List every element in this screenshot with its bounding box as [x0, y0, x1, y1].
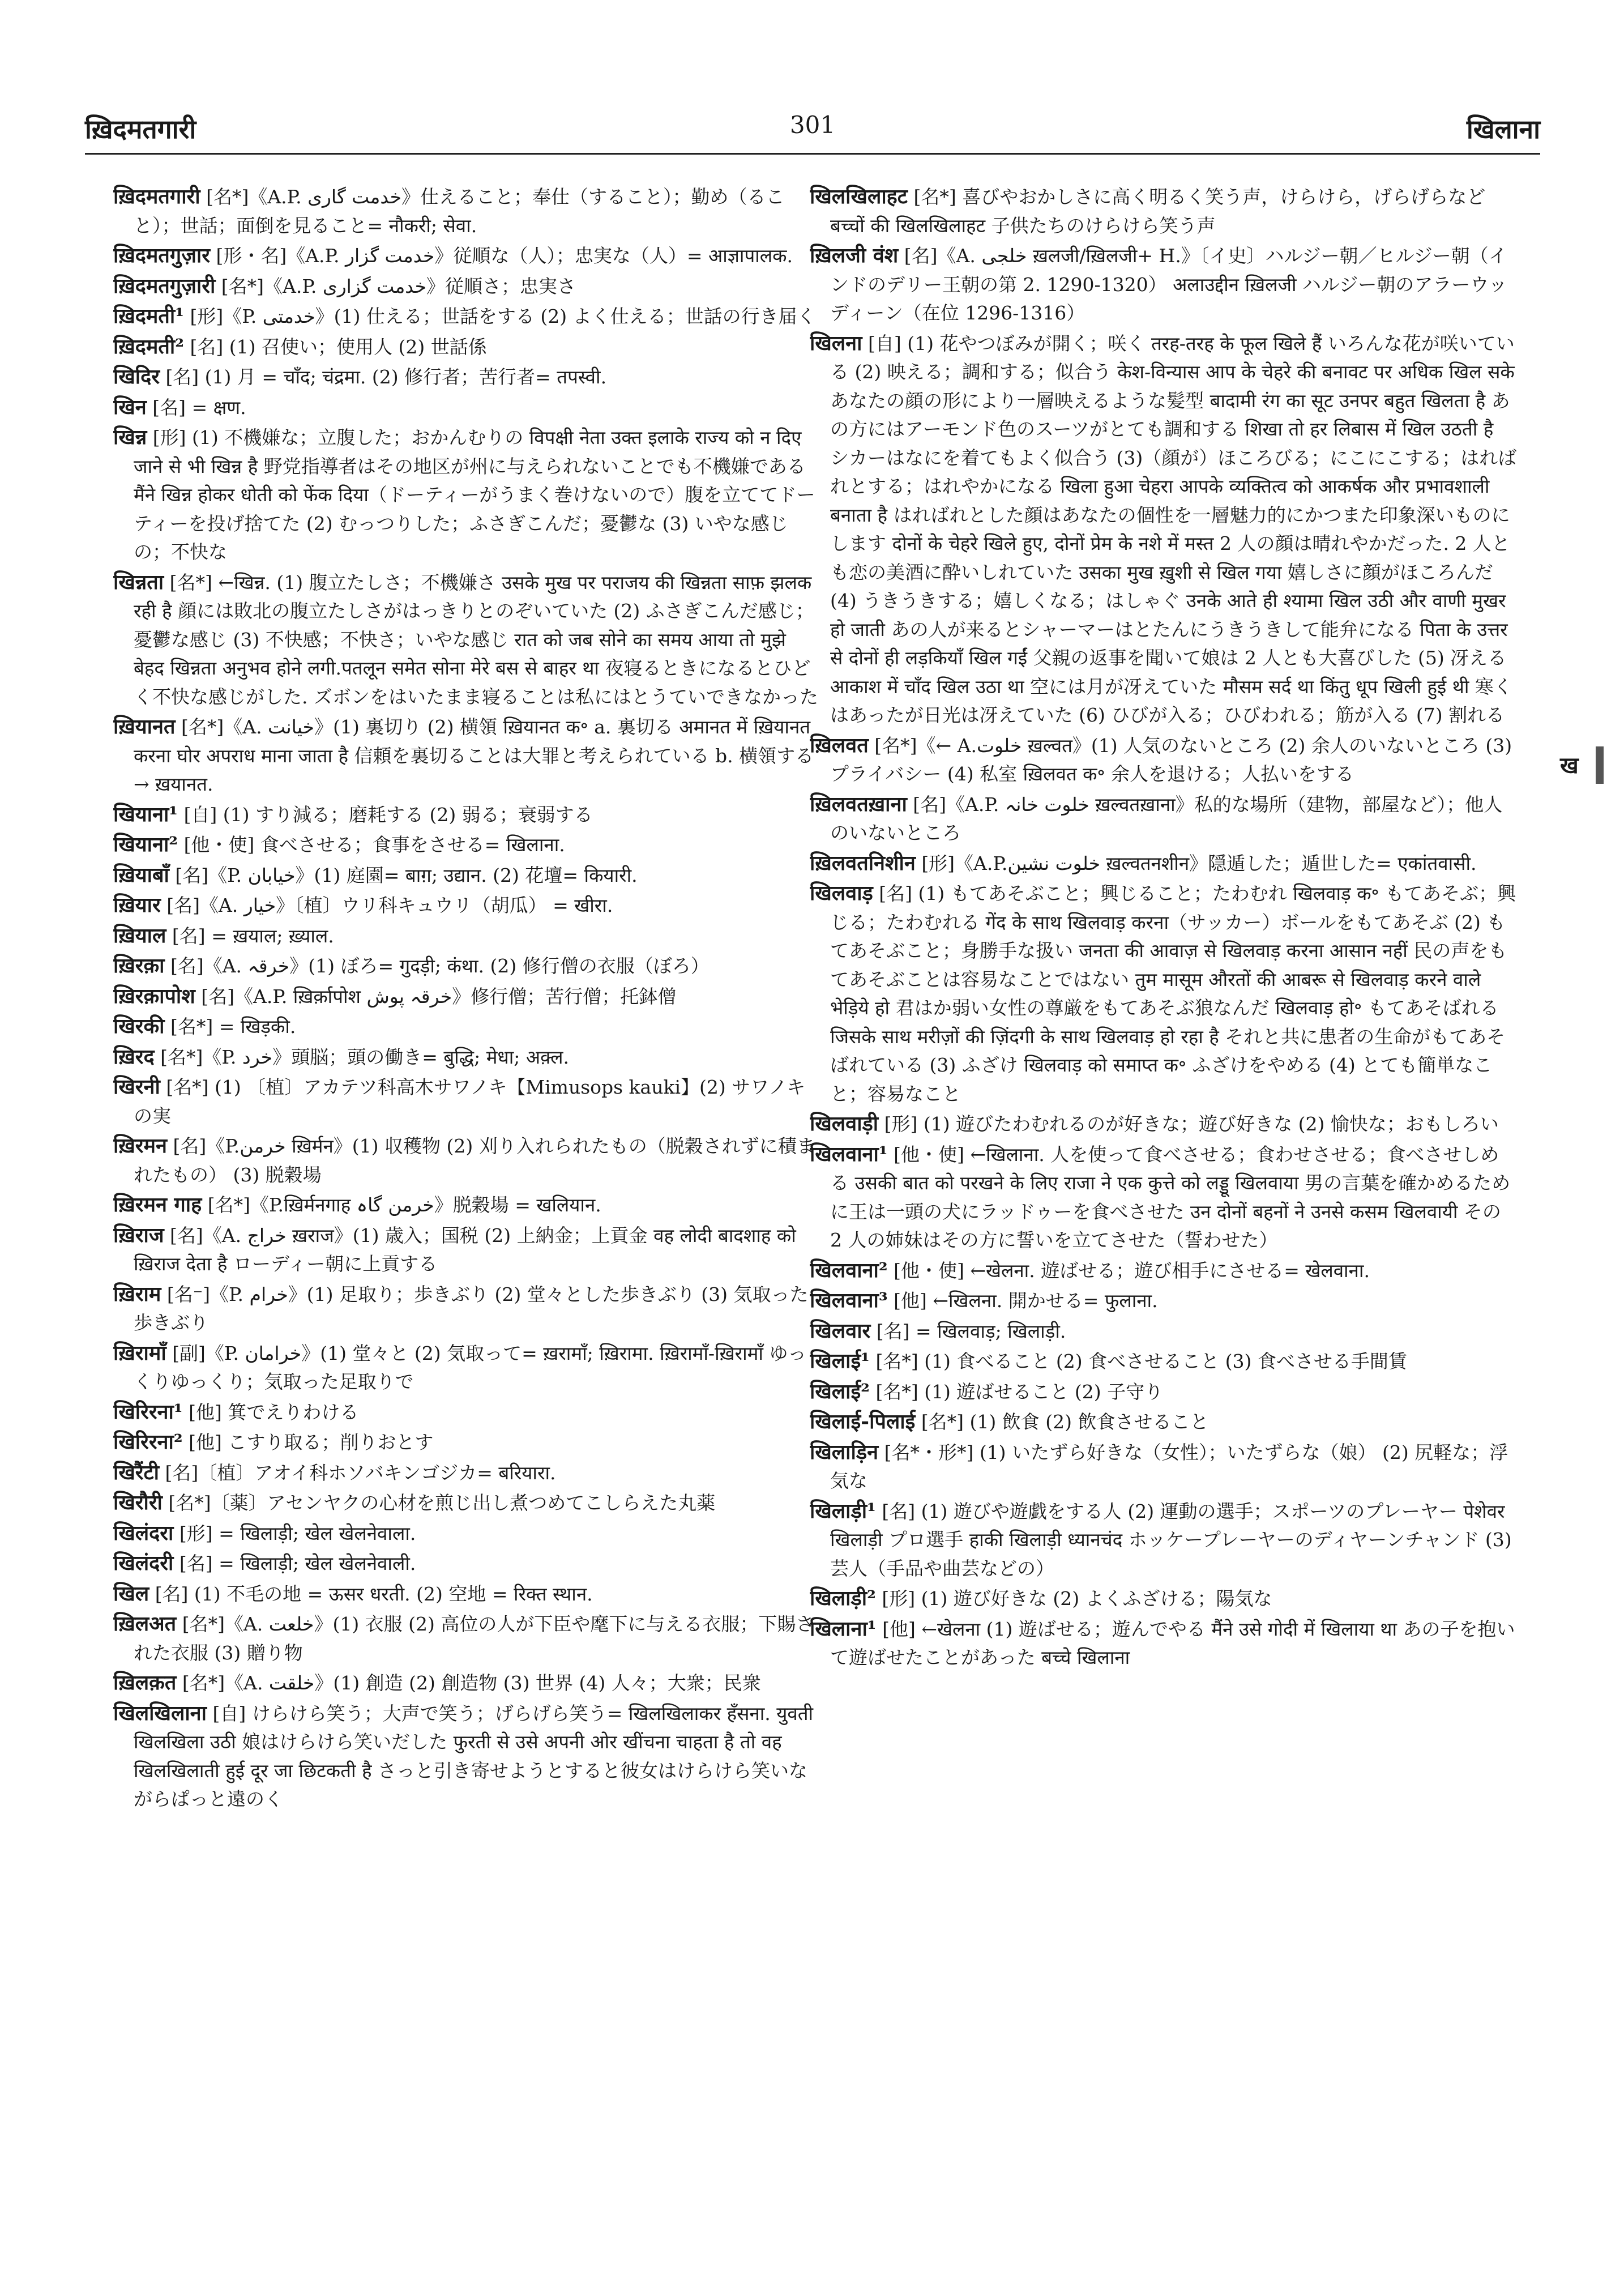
dictionary-entry	[113, 1458, 821, 1488]
dictionary-entry	[113, 1012, 821, 1042]
entry-definition: [名*]《A. خلقت》(1) 創造 (2) 創造物 (3) 世界 (4) 人々；大衆；民衆	[182, 1672, 761, 1694]
dictionary-entry	[810, 1317, 1518, 1346]
page-number: 301	[789, 111, 836, 139]
dictionary-entry	[113, 423, 821, 567]
entry-definition: [名] = खिलाड़ी; खेल खेलनेवाली.	[179, 1552, 416, 1574]
dictionary-entry	[113, 1549, 821, 1578]
entry-headword: खिलाई²	[810, 1379, 870, 1403]
entry-definition: [名*]《A. خلعت》(1) 衣服 (2) 高位の人が下臣や麾下に与える衣服；下賜された衣服 (3) 贈り物	[134, 1613, 815, 1664]
entry-headword: ख़िलअत	[113, 1612, 177, 1636]
dictionary-entry	[113, 1043, 821, 1072]
thumb-index-tab	[1596, 746, 1604, 784]
dictionary-entry	[113, 891, 821, 920]
dictionary-entry	[810, 329, 1518, 730]
dictionary-entry	[810, 1615, 1518, 1672]
entry-headword: ख़िदमतगारी	[113, 185, 200, 208]
dictionary-entry	[810, 241, 1518, 328]
header-rule	[85, 153, 1540, 155]
dictionary-entry	[810, 1407, 1518, 1437]
entry-headword: ख़िदमतगुज़ारी	[113, 274, 216, 298]
entry-headword: ख़िलक़त	[113, 1671, 177, 1695]
entry-definition: [名]《A.P. ख़िर्क़ापोश خرقہ پوش》修行僧；苦行僧；托鉢僧	[201, 985, 677, 1008]
entry-definition: [名]《A.P. خلوت خانہ ख़ल्वतख़ाना》私的な場所（建物，部屋など）；他人のいないところ	[830, 793, 1503, 844]
entry-definition: [形] (1) 遊び好きな (2) よくふざける；陽気な	[882, 1587, 1272, 1610]
entry-headword: खिलखिलाहट	[810, 185, 908, 208]
entry-headword: ख़िरमन गाह	[113, 1193, 202, 1217]
entry-headword: ख़ियाबाँ	[113, 863, 169, 887]
dictionary-entry	[810, 790, 1518, 848]
entry-headword: खिन्न	[113, 425, 147, 449]
dictionary-entry	[810, 1497, 1518, 1584]
entry-headword: ख़िरामाँ	[113, 1341, 166, 1365]
entry-headword: खिलवाड़ी	[810, 1112, 879, 1136]
entry-headword: खिलवाना²	[810, 1258, 888, 1282]
entry-definition: [名*] (1) 〔植〕アカテツ科高木サワノキ【Mimusops kauki】(2) サワノキの実	[134, 1076, 805, 1127]
entry-headword: खिन	[113, 395, 147, 419]
dictionary-entry	[113, 1580, 821, 1609]
dictionary-entry	[113, 1699, 821, 1814]
entry-headword: ख़ियार	[113, 893, 161, 917]
entry-headword: खिलवाना³	[810, 1288, 888, 1312]
dictionary-entry	[113, 1221, 821, 1279]
entry-headword: खिल	[113, 1581, 149, 1606]
entry-definition: [名] (1) 不毛の地 = ऊसर धरती. (2) 空地 = रिक्त स्थान.	[155, 1582, 593, 1605]
dictionary-entry	[113, 830, 821, 860]
dictionary-entry	[113, 1668, 821, 1698]
entry-definition: [自] (1) 花やつぼみが開く；咲く तरह-तरह के फूल खिले हैं いろんな花が咲いている (2) 映える；調和する；似合う केश-विन्यास आप के चेहरे की बनावट पर अधिक खिल सके あなたの顔の形により一層映えるような髪型 बादामी रंग का सूट उनपर बहुत खिलता है あの方にはアーモンド色のスーツがとても調和する शिखा तो हर लिबास में खिल उठती है シカーはなにを着てもよく似合う (3)（顔が）ほころびる；にこにこする；はればれとする；はれやかになる खिला हुआ चेहरा आपके व्यक्तित्व को आकर्षक और प्रभावशाली बनाता है はればれとした顔はあなたの個性を一層魅力的にかつまた印象深いものにします दोनों के चेहरे खिले हुए, दोनों प्रेम के नशे में मस्त 2 人の顔は晴れやかだった. 2 人とも恋の美酒に酔いしれていた उसका मुख ख़ुशी से खिल गया 嬉しさに顔がほころんだ (4) うきうきする；嬉しくなる；はしゃぐ उनके आते ही श्यामा खिल उठी और वाणी मुखर हो जाती あの人が来るとシャーマーはとたんにうきうきして能弁になる पिता के उत्तर से दोनों ही लड़कियाँ खिल गईं 父親の返事を聞いて娘は 2 人とも大喜びした (5) 冴える आकाश में चाँद खिल उठा था 空には月が冴えていた मौसम सर्द था किंतु धूप खिली हुई थी 寒くはあったが日光は冴えていた (6) ひびが入る；ひびわれる；筋が入る (7) 割れる	[830, 332, 1517, 726]
entry-definition: [形] (1) 遊びたわむれるのが好きな；遊び好きな (2) 愉快な；おもしろい	[884, 1113, 1499, 1135]
entry-definition: [名*] 喜びやおかしさに高く明るく笑う声，けらけら，げらげらなど बच्चों की खिलखिलाहट 子供たちのけらけら笑う声	[830, 186, 1486, 237]
entry-definition: [名] = खिलवाड़; खिलाड़ी.	[876, 1320, 1066, 1342]
entry-definition: [名*]《← A.خلوت ख़ल्वत》(1) 人気のないところ (2) 余人のいないところ (3) プライバシー (4) 私室 ख़िलवत क॰ 余人を退ける；人払いをする	[830, 734, 1512, 785]
dictionary-entry	[810, 1109, 1518, 1139]
dictionary-entry	[810, 1377, 1518, 1407]
entry-headword: खिरैंटी	[113, 1460, 159, 1484]
dictionary-entry	[113, 393, 821, 422]
entry-definition: [他] ←खेलना (1) 遊ばせる；遊んでやる मैंने उसे गोदी में खिलाया था あの子を抱いて遊ばせたことがあった बच्चे खिलाना	[830, 1617, 1515, 1668]
dictionary-entry	[113, 1398, 821, 1427]
dictionary-entry	[810, 879, 1518, 1108]
dictionary-entry	[113, 1519, 821, 1548]
entry-definition: [他・使] ←खेलना. 遊ばせる；遊び相手にさせる= खेलवाना.	[894, 1259, 1370, 1282]
entry-headword: ख़िलवतनिशीन	[810, 851, 916, 875]
entry-definition: [名]《P.خرمن ख़िर्मन》(1) 収穫物 (2) 刈り入れられたもの（脱穀されずに積まれたもの） (3) 脱穀場	[134, 1135, 815, 1186]
entry-definition: [形]《P. خدمتی》(1) 仕える；世話をする (2) よく仕える；世話の行き届く	[190, 305, 816, 327]
entry-headword: खिलवाड़	[810, 881, 873, 905]
entry-definition: [名*] (1) 食べること (2) 食べさせること (3) 食べさせる手間賃	[875, 1350, 1407, 1372]
entry-headword: खिदिर	[113, 365, 160, 389]
entry-definition: [名] (1) 月 = चाँद; चंद्रमा. (2) 修行者；苦行者= तपस्वी.	[165, 366, 607, 388]
entry-headword: ख़िदमती²	[113, 334, 185, 358]
dictionary-entry	[810, 731, 1518, 789]
dictionary-entry	[810, 182, 1518, 240]
entry-headword: ख़िलवत	[810, 733, 869, 757]
entry-headword: खिलाड़िन	[810, 1440, 879, 1464]
entry-headword: ख़िरक़ापोश	[113, 984, 195, 1008]
dictionary-entry	[113, 800, 821, 830]
entry-headword: खिरकी	[113, 1014, 165, 1038]
dictionary-entry	[113, 1132, 821, 1189]
dictionary-entry	[113, 1488, 821, 1518]
dictionary-entry	[113, 272, 821, 301]
entry-definition: [自] けらけら笑う；大声で笑う；げらげら笑う= खिलखिलाकर हँसना. युवती खिलखिला उठी 娘はけらけら笑いだした फुरती से उसे अपनी ओर खींचना चाहता है तो वह खिलखिलाती हुई दूर जा छिटकती है さっと引き寄せようとすると彼女はけらけら笑いながらぱっと遠のく	[134, 1702, 814, 1810]
entry-headword: खियाना¹	[113, 802, 178, 826]
entry-headword: खिलाना¹	[810, 1616, 877, 1641]
dictionary-entry	[113, 1280, 821, 1338]
entry-definition: [名] (1) もてあそぶこと；興じること；たわむれ खिलवाड़ क॰ もてあそぶ；興じる；たわむれる गेंद के साथ खिलवाड़ करना（サッカー）ボールをもてあそぶ (2) もてあそぶこと；身勝手な扱い जनता की आवाज़ से खिलवाड़ करना आसान नहीं 民の声をもてあそぶことは容易なことではない तुम मासूम औरतों की आबरू से खिलवाड़ करने वाले भेड़िये हो 君はか弱い女性の尊厳をもてあそぶ狼なんだ खिलवाड़ हो॰ もてあそばれる जिसके साथ मरीज़ों की ज़िंदगी के साथ खिलवाड़ हो रहा है それと共に患者の生命がもてあそばれている (3) ふざけ खिलवाड़ को समाप्त क॰ ふざけをやめる (4) とても簡単なこと；容易なこと	[830, 882, 1516, 1105]
entry-definition: [名*] ←खिन्न. (1) 腹立たしさ；不機嫌さ उसके मुख पर पराजय की खिन्नता साफ़ झलक रही है 顔には敗北の腹立たしさがはっきりとのぞいていた (2) ふさぎこんだ感じ；憂鬱な感じ (3) 不快感；不快さ；いやな感じ रात को जब सोने का समय आया तो मुझे बेहद खिन्नता अनुभव होने लगी.पतलून समेत सोना मेरे बस से बाहर था 夜寝るときになるとひどく不快な感じがした. ズボンをはいたまま寝ることは私にはとうていできなかった	[134, 571, 818, 708]
entry-definition: [名] (1) 遊びや遊戯をする人 (2) 運動の選手；スポーツのプレーヤー पेशेवर खिलाड़ी プロ選手 हाकी खिलाड़ी ध्यानचंद ホッケープレーヤーのディヤーンチャンド (3) 芸人（手品や曲芸などの）	[830, 1500, 1512, 1580]
entry-headword: खिलखिलाना	[113, 1701, 207, 1725]
dictionary-entry	[113, 951, 821, 981]
entry-headword: खिलाई¹	[810, 1349, 870, 1373]
entry-definition: [自] (1) すり減る；磨耗する (2) 弱る；衰弱する	[183, 803, 593, 826]
entry-headword: ख़िलवतख़ाना	[810, 792, 907, 816]
entry-definition: [名]《A. خراج ख़राज》(1) 歳入；国税 (2) 上納金；上貢金 वह लोदी बादशाह को ख़िराज देता है ローディー朝に上貢する	[134, 1224, 796, 1275]
entry-headword: खिलाई-पिलाई	[810, 1410, 916, 1433]
entry-definition: [名] = ख़याल; ख़्याल.	[172, 924, 334, 947]
entry-headword: ख़िदमतगुज़ार	[113, 244, 210, 267]
entry-definition: [形] = खिलाड़ी; खेल खेलनेवाला.	[179, 1522, 416, 1544]
entry-headword: ख़िराम	[113, 1282, 161, 1306]
entry-definition: [形・名]《A.P. خدمت گزار》従順な（人）；忠実な（人）= आज्ञापालक.	[216, 245, 793, 267]
left-column	[113, 182, 821, 2233]
dictionary-entry	[810, 849, 1518, 878]
entry-definition: [他] ←खिलना. 開かせる= फुलाना.	[894, 1290, 1158, 1312]
dictionary-entry	[810, 1584, 1518, 1614]
dictionary-entry	[113, 568, 821, 712]
dictionary-entry	[113, 302, 821, 331]
entry-definition: [名*]《P. خرد》頭脳；頭の働き= बुद्धि; मेधा; अक़्ल.	[160, 1045, 569, 1068]
entry-headword: खिन्नता	[113, 570, 164, 594]
dictionary-entry	[113, 1610, 821, 1667]
entry-headword: खिलाड़ी¹	[810, 1499, 876, 1523]
entry-definition: [名*] (1) 遊ばせること (2) 子守り	[875, 1380, 1164, 1403]
entry-headword: ख़िराज	[113, 1223, 164, 1247]
entry-definition: [他・使] ←खिलाना. 人を使って食べさせる；食わせさせる；食べさせしめる उसकी बात को परखने के लिए राजा ने एक कुत्ते को लड्डू खिलवाया 男の言葉を確かめるために王は一頭の犬にラッドゥーを食べさせた उन दोनों बहनों ने उनसे कसम खिलवायी その 2 人の姉妹はその方に誓いを立てさせた（誓わせた）	[830, 1143, 1511, 1251]
entry-headword: ख़िरमन	[113, 1134, 168, 1158]
dictionary-entry	[113, 982, 821, 1011]
dictionary-entry	[810, 1347, 1518, 1376]
dictionary-entry	[113, 241, 821, 271]
entry-definition: [名]《A. خلجی ख़लजी/ख़िलजी+ H.》〔イ史〕ハルジー朝／ヒルジー朝（インドのデリー王朝の第 2. 1290-1320） अलाउद्दीन ख़िलजी ハルジー朝のアラーウッディーン（在位 1296-1316）	[830, 245, 1507, 324]
entry-definition: [名*]《P.ख़िर्मनगाह خرمن گاہ》脱穀場 = खलियान.	[207, 1194, 601, 1216]
entry-headword: खिलवाना¹	[810, 1142, 888, 1166]
entry-headword: ख़ियाल	[113, 923, 166, 947]
entry-headword: ख़ियानत	[113, 715, 176, 739]
entry-headword: ख़िरक़ा	[113, 954, 165, 978]
entry-definition: [副]《P. خرامان》(1) 堂々と (2) 気取って= ख़रामाँ; ख़िरामा. ख़िरामाँ-ख़िरामाँ ゆっくりゆっくり；気取った足取りで	[134, 1342, 807, 1393]
entry-definition: [他] 箕でえりわける	[189, 1401, 359, 1423]
right-guide-word: खिलाना	[1466, 114, 1540, 144]
entry-definition: [名]《A. خیار》〔植〕ウリ科キュウリ（胡瓜） = खीरा.	[166, 894, 613, 916]
entry-headword: ख़िलजी वंश	[810, 244, 899, 267]
entry-headword: खियाना²	[113, 833, 178, 856]
left-guide-word: ख़िदमतगारी	[85, 114, 196, 144]
dictionary-entry	[810, 1140, 1518, 1255]
entry-definition: [名*] (1) 飲食 (2) 飲食させること	[921, 1411, 1209, 1433]
entry-definition: [形]《A.P.خلوت نشین ख़ल्वतनशीन》隠遁した；遁世した= एकांतवासी.	[921, 852, 1477, 874]
dictionary-entry	[113, 861, 821, 890]
entry-headword: ख़िदमती¹	[113, 304, 185, 328]
entry-definition: [名*・形*] (1) いたずら好きな（女性）；いたずらな（娘） (2) 尻軽な；浮気な	[830, 1441, 1508, 1492]
entry-definition: [名*]〔薬〕アセンヤクの心材を煎じ出し煮つめてこしらえた丸薬	[168, 1492, 716, 1514]
dictionary-entry	[810, 1286, 1518, 1316]
dictionary-entry	[113, 1339, 821, 1397]
dictionary-entry	[113, 332, 821, 362]
entry-definition: [名]〔植〕アオイ科ホソバキンゴジカ= बरियारा.	[165, 1461, 556, 1484]
entry-definition: [名*] = खिड़की.	[170, 1015, 296, 1038]
entry-headword: खिरनी	[113, 1075, 160, 1099]
dictionary-entry	[113, 1073, 821, 1130]
entry-definition: [他・使] 食べさせる；食事をさせる= खिलाना.	[183, 834, 565, 856]
entry-definition: [名] (1) 召使い；使用人 (2) 世話係	[190, 335, 487, 358]
dictionary-entry	[113, 712, 821, 799]
thumb-index-letter: ख	[1560, 753, 1579, 779]
dictionary-entry	[113, 921, 821, 951]
dictionary-entry	[113, 1428, 821, 1457]
right-column	[810, 182, 1518, 2233]
entry-definition: [名*]《A.P. خدمت گزاری》従順さ；忠実さ	[221, 275, 576, 297]
dictionary-entry	[810, 1256, 1518, 1286]
entry-headword: खिलाड़ी²	[810, 1586, 876, 1610]
dictionary-entry	[113, 1190, 821, 1220]
entry-definition: [形] (1) 不機嫌な；立腹した；おかんむりの विपक्षी नेता उक्त इलाके राज्य को न दिए जाने से भी खिन्न है 野党指導者はその地区が州に与えられないことでも不機嫌である मैंने खिन्न होकर धोती को फेंक दिया（ドーティーがうまく巻けないので）腹を立ててドーティーを投げ捨てた (2) むっつりした；ふさぎこんだ；憂鬱な (3) いやな感じの；不快な	[134, 426, 815, 563]
entry-definition: [他] こすり取る；削りおとす	[189, 1431, 434, 1453]
entry-headword: खिरौरी	[113, 1491, 163, 1514]
dictionary-entry	[810, 1438, 1518, 1496]
entry-headword: ख़िरद	[113, 1044, 155, 1069]
entry-definition: [名] = क्षण.	[152, 396, 246, 419]
entry-headword: खिलना	[810, 331, 862, 355]
entry-definition: [名*]《A. خیانت》(1) 裏切り (2) 横領 ख़ियानत क॰ a. 裏切る अमानत में ख़ियानत करना घोर अपराध माना जाता है 信頼を裏切ることは大罪と考えられている b. 横領する→ ख़यानत.	[134, 716, 814, 795]
dictionary-entry	[113, 362, 821, 392]
entry-headword: खिलंदरी	[113, 1551, 174, 1575]
entry-headword: खिरिरना¹	[113, 1399, 183, 1424]
dictionary-entry	[113, 182, 821, 240]
entry-headword: खिलंदरा	[113, 1521, 174, 1545]
entry-definition: [名⁻]《P. خرام》(1) 足取り；歩きぶり (2) 堂々とした歩きぶり (3) 気取った歩きぶり	[134, 1283, 809, 1334]
page-header	[85, 111, 1540, 151]
entry-definition: [名*]《A.P. خدمت گاری》仕えること；奉仕（すること）；勤め（ること）；世話；面倒を見ること= नौकरी; सेवा.	[134, 186, 785, 237]
entry-definition: [名]《P. خیابان》(1) 庭園= बाग़; उद्यान. (2) 花壇= कियारी.	[175, 864, 638, 886]
entry-headword: खिरिरना²	[113, 1430, 183, 1454]
entry-headword: खिलवार	[810, 1318, 871, 1343]
entry-definition: [名]《A. خرقہ》(1) ぼろ= गुदड़ी; कंथा. (2) 修行僧の衣服（ぼろ）	[170, 955, 710, 977]
